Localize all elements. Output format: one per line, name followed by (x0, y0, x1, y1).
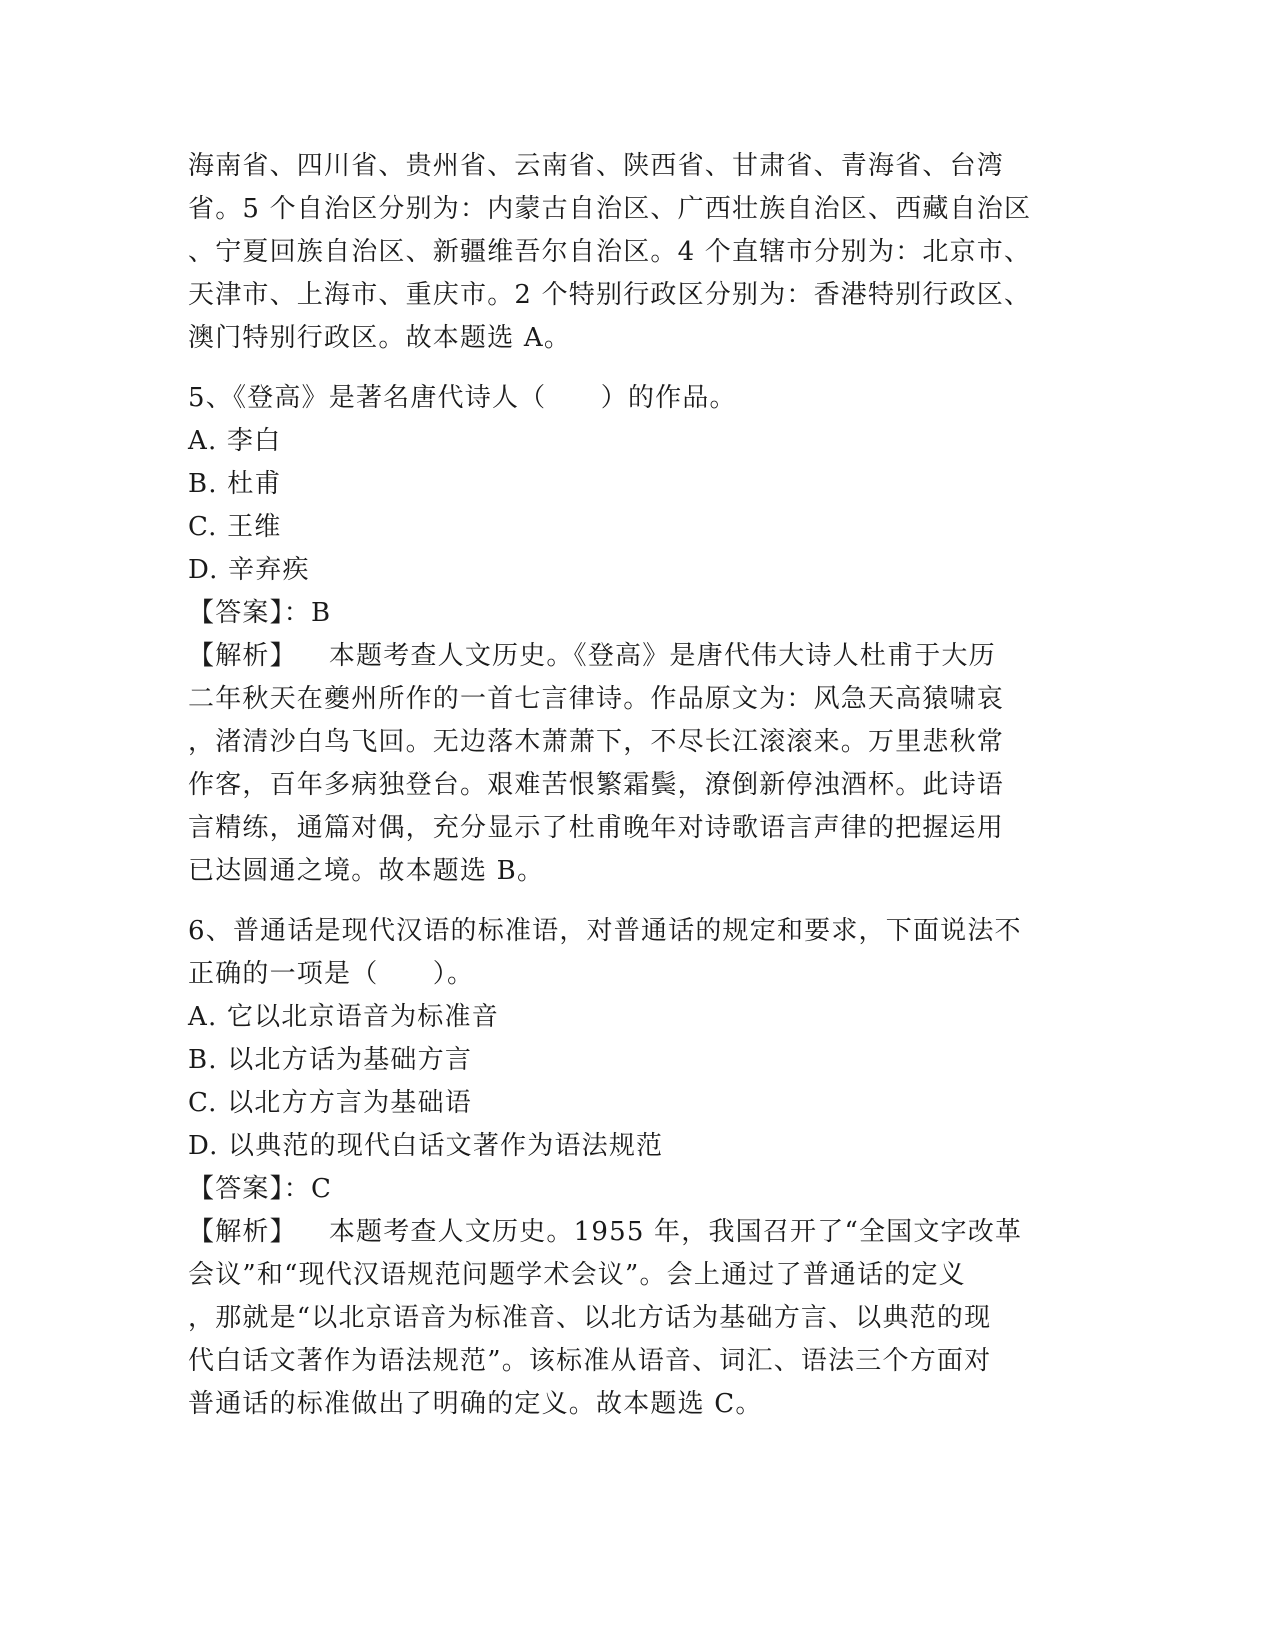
explanation-text: 本题考查人文历史。1955 年，我国召开了“全国文字改革 (328, 1217, 1023, 1247)
explanation-line: ，那就是“以北京语音为标准音、以北方话为基础方言、以典范的现 (188, 1303, 992, 1333)
explanation-line: 言精练，通篇对偶，充分显示了杜甫晚年对诗歌语言声律的把握运用 (188, 813, 1005, 843)
spacer (188, 360, 1068, 377)
question-stem: 正确的一项是（ ）。 (188, 959, 475, 989)
explanation-tag: 【解析】 (188, 641, 297, 671)
explanation-line: 二年秋天在夔州所作的一首七言律诗。作品原文为：风急天高猿啸哀 (188, 684, 1005, 714)
explanation-line: ，渚清沙白鸟飞回。无边落木萧萧下，不尽长江滚滚来。万里悲秋常 (188, 727, 1005, 757)
explanation-line: 会议”和“现代汉语规范问题学术会议”。会上通过了普通话的定义 (188, 1260, 966, 1290)
text-line: 省。5 个自治区分别为：内蒙古自治区、广西壮族自治区、西藏自治区 (188, 194, 1032, 224)
spacer (188, 893, 1068, 910)
explanation-line: 作客，百年多病独登台。艰难苦恨繁霜鬓，潦倒新停浊酒杯。此诗语 (188, 770, 1005, 800)
explanation-first-line (188, 1211, 1068, 1254)
option-b: B. 以北方话为基础方言 (188, 1045, 473, 1075)
text-line: 天津市、上海市、重庆市。2 个特别行政区分别为：香港特别行政区、 (188, 280, 1032, 310)
option-d: D. 辛弃疾 (188, 555, 310, 585)
explanation-text: 本题考查人文历史。《登高》是唐代伟大诗人杜甫于大历 (328, 641, 996, 671)
explanation-tag: 【解析】 (188, 1217, 297, 1247)
question-stem: 5、《登高》是著名唐代诗人（ ）的作品。 (188, 383, 737, 413)
previous-explanation-continuation (188, 145, 1068, 360)
explanation-first-line (188, 635, 1068, 678)
option-c: C. 王维 (188, 512, 282, 542)
question-6 (188, 910, 1068, 1426)
explanation-line: 已达圆通之境。故本题选 B。 (188, 856, 545, 886)
explanation-line: 代白话文著作为语法规范”。该标准从语音、词汇、语法三个方面对 (188, 1346, 992, 1376)
answer-label: 【答案】：C (188, 1174, 333, 1204)
text-line: 海南省、四川省、贵州省、云南省、陕西省、甘肃省、青海省、台湾 (188, 151, 1005, 181)
option-c: C. 以北方方言为基础语 (188, 1088, 472, 1118)
question-stem: 6、普通话是现代汉语的标准语，对普通话的规定和要求，下面说法不 (188, 916, 1022, 946)
question-5 (188, 377, 1068, 893)
option-b: B. 杜甫 (188, 469, 282, 499)
option-a: A. 李白 (188, 426, 282, 456)
answer-label: 【答案】：B (188, 598, 332, 628)
document-content (188, 145, 1068, 1426)
option-d: D. 以典范的现代白话文著作为语法规范 (188, 1131, 664, 1161)
text-line: 澳门特别行政区。故本题选 A。 (188, 323, 572, 353)
text-line: 、宁夏回族自治区、新疆维吾尔自治区。4 个直辖市分别为：北京市、 (188, 237, 1032, 267)
explanation-line: 普通话的标准做出了明确的定义。故本题选 C。 (188, 1389, 763, 1419)
option-a: A. 它以北京语音为标准音 (188, 1002, 499, 1032)
